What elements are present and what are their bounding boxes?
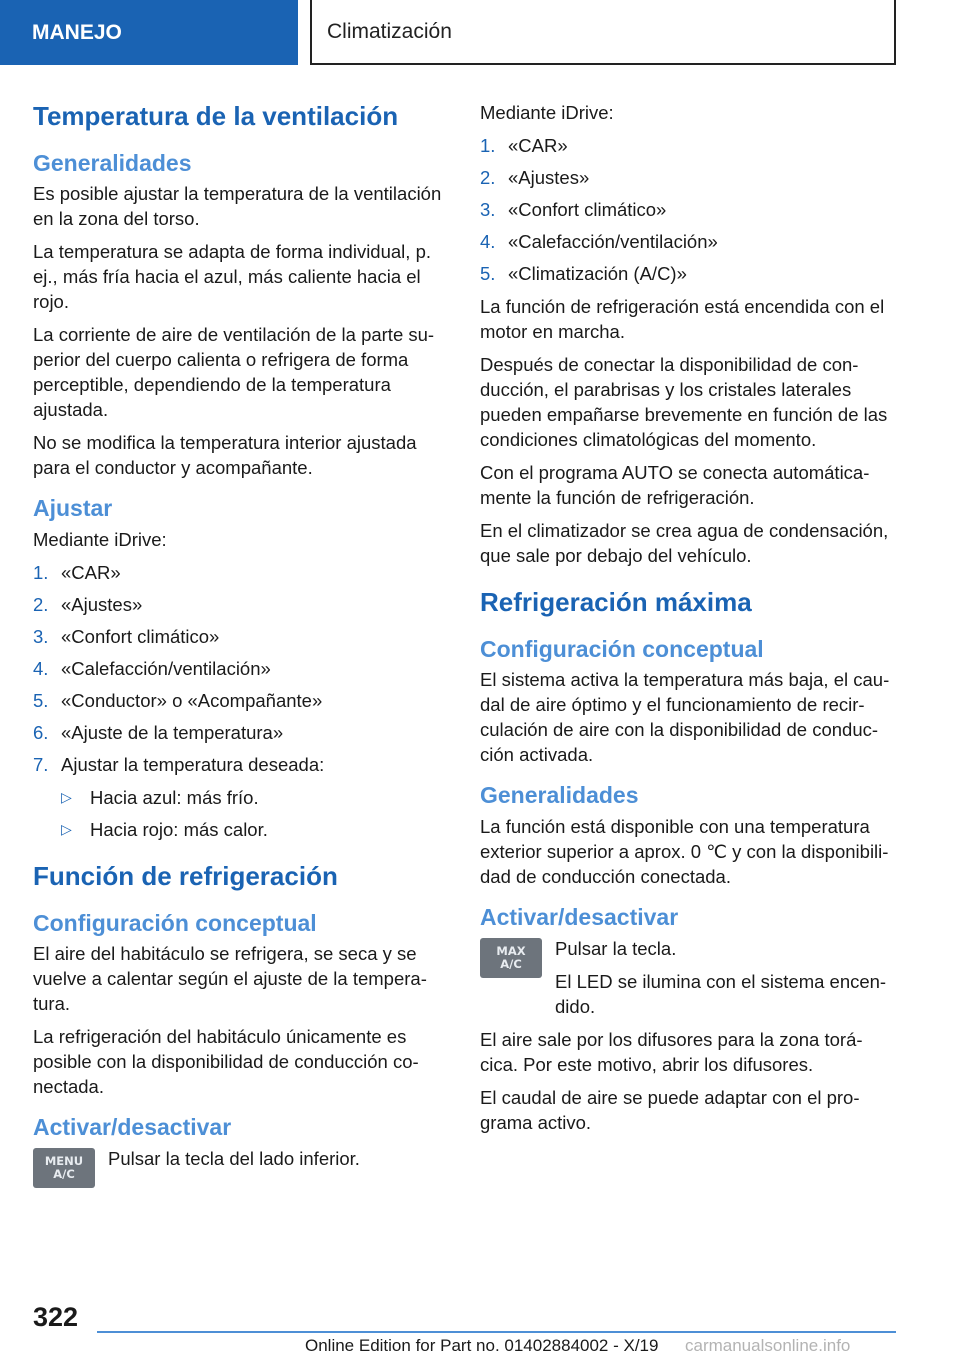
menu-ac-row — [33, 1146, 451, 1188]
menu-ac-key-icon — [33, 1148, 95, 1188]
footer-rule — [97, 1331, 896, 1333]
step-text: «Ajuste de la temperatura» — [61, 722, 284, 743]
right-column — [480, 100, 898, 1143]
step-number: 6. — [33, 722, 49, 743]
cooling-function-title: Función de refrigeración — [33, 861, 338, 891]
header-chapter-tab — [310, 0, 896, 65]
refrigeration-steps — [480, 133, 898, 286]
ajustar-heading: Ajustar — [33, 495, 113, 522]
step-number: 1. — [33, 562, 49, 583]
paragraph: El LED se ilumina con el sistema encen-dido. — [555, 970, 887, 1017]
ajustar-intro: Mediante iDrive: — [33, 529, 167, 550]
list-item — [33, 720, 451, 745]
config-heading: Configuración conceptual — [480, 635, 764, 662]
header-section-tab — [0, 0, 298, 65]
triangle-bullet-icon: ▷ — [61, 821, 72, 837]
paragraph: El aire del habitáculo se refrigera, se seca y se vuelve a calentar según el ajuste de la tempera-tura. — [33, 943, 427, 1015]
list-item — [480, 133, 898, 158]
paragraph: El sistema activa la temperatura más baja, el cau-dal de aire óptimo y el funcionamiento de recir-culación de aire con la disponibilidad de conduc-ción activada. — [480, 669, 890, 766]
list-item — [33, 560, 451, 585]
step-number: 4. — [33, 658, 49, 679]
step-text: Ajustar la temperatura deseada: — [61, 754, 325, 775]
left-column — [33, 100, 451, 1188]
list-item — [61, 785, 451, 810]
ventilation-temp-title: Temperatura de la ventilación — [33, 101, 399, 131]
step-text: «Calefacción/ventilación» — [61, 658, 271, 679]
list-item — [480, 197, 898, 222]
paragraph: Después de conectar la disponibilidad de con-ducción, el parabrisas y los cristales laterales pueden empañarse brevemente en función de las condiciones climatológicas del momento. — [480, 354, 888, 450]
step-text: «Confort climático» — [508, 199, 667, 220]
paragraph: Pulsar la tecla. — [555, 937, 677, 959]
max-cooling-title: Refrigeración máxima — [480, 587, 752, 617]
paragraph: La refrigeración del habitáculo únicamente es posible con la disponibilidad de conducción co-nectada. — [33, 1026, 419, 1098]
generalidades-heading: Generalidades — [33, 149, 192, 176]
paragraph: La función está disponible con una temperatura exterior superior a aprox. 0 ℃ y con la disponibili-dad de conducción conectada. — [480, 816, 889, 887]
key-label: A/C — [500, 956, 522, 971]
substep-text: Hacia rojo: más calor. — [90, 819, 268, 840]
header-chapter-label: Climatización — [327, 19, 452, 43]
step-number: 1. — [480, 135, 496, 156]
footer-edition: Online Edition for Part no. 01402884002 - X/19 — [305, 1336, 659, 1355]
step-number: 2. — [480, 167, 496, 188]
list-item — [33, 624, 451, 649]
step-text: «Ajustes» — [508, 167, 590, 188]
generalidades-heading: Generalidades — [480, 782, 639, 809]
list-item — [33, 688, 451, 713]
paragraph: Con el programa AUTO se conecta automática-mente la función de refrigeración. — [480, 462, 870, 508]
max-ac-row — [480, 936, 898, 1027]
paragraph: En el climatizador se crea agua de condensación, que sale por debajo del vehículo. — [480, 520, 889, 566]
step-number: 3. — [33, 626, 49, 647]
step-number: 4. — [480, 231, 496, 252]
max-ac-text — [555, 936, 898, 1027]
paragraph: La temperatura se adapta de forma individual, p. ej., más fría hacia el azul, más caliente hacia el rojo. — [33, 241, 431, 313]
step-number: 3. — [480, 199, 496, 220]
paragraph: El caudal de aire se puede adaptar con el pro-grama activo. — [480, 1086, 860, 1133]
step-text: «Calefacción/ventilación» — [508, 231, 718, 252]
activar-text: Pulsar la tecla del lado inferior. — [108, 1148, 360, 1169]
step-number: 7. — [33, 754, 49, 775]
page-number: 322 — [33, 1302, 79, 1332]
list-item — [480, 165, 898, 190]
step-text: «Climatización (A/C)» — [508, 263, 687, 284]
header-section-label: MANEJO — [32, 20, 122, 44]
triangle-bullet-icon: ▷ — [61, 789, 72, 805]
max-ac-key-icon — [480, 938, 542, 978]
paragraph: No se modifica la temperatura interior ajustada para el conductor y acompañante. — [33, 432, 417, 479]
list-item — [33, 752, 451, 777]
key-label: MAX — [496, 943, 526, 958]
activar-heading: Activar/desactivar — [480, 904, 679, 930]
key-label: A/C — [53, 1167, 75, 1181]
step-number: 5. — [480, 263, 496, 284]
ajustar-steps — [33, 560, 451, 777]
step-text: «Conductor» o «Acompañante» — [61, 690, 323, 711]
paragraph: La función de refrigeración está encendida con el motor en marcha. — [480, 296, 885, 342]
step-text: «Ajustes» — [61, 594, 143, 615]
key-label: MENU — [44, 1154, 84, 1168]
idrive-intro: Mediante iDrive: — [480, 102, 614, 123]
activar-heading: Activar/desactivar — [33, 1114, 232, 1141]
config-heading: Configuración conceptual — [33, 909, 317, 936]
watermark: carmanualsonline.info — [685, 1336, 851, 1355]
paragraph: Es posible ajustar la temperatura de la ventilación en la zona del torso. — [33, 183, 442, 230]
list-item — [33, 656, 451, 681]
step-text: «CAR» — [61, 562, 121, 583]
list-item — [33, 592, 451, 617]
step-text: «CAR» — [508, 135, 568, 156]
step-number: 2. — [33, 594, 49, 615]
list-item — [480, 229, 898, 254]
list-item — [61, 817, 451, 842]
paragraph: La corriente de aire de ventilación de la parte su-perior del cuerpo calienta o refrigera de forma perceptible, dependiendo de la temperatura ajustada. — [33, 324, 435, 421]
substep-text: Hacia azul: más frío. — [90, 787, 259, 808]
step-number: 5. — [33, 690, 49, 711]
ajustar-substeps — [61, 785, 451, 842]
list-item — [480, 261, 898, 286]
step-text: «Confort climático» — [61, 626, 220, 647]
paragraph: El aire sale por los difusores para la zona torá-cica. Por este motivo, abrir los difusores. — [480, 1028, 863, 1075]
